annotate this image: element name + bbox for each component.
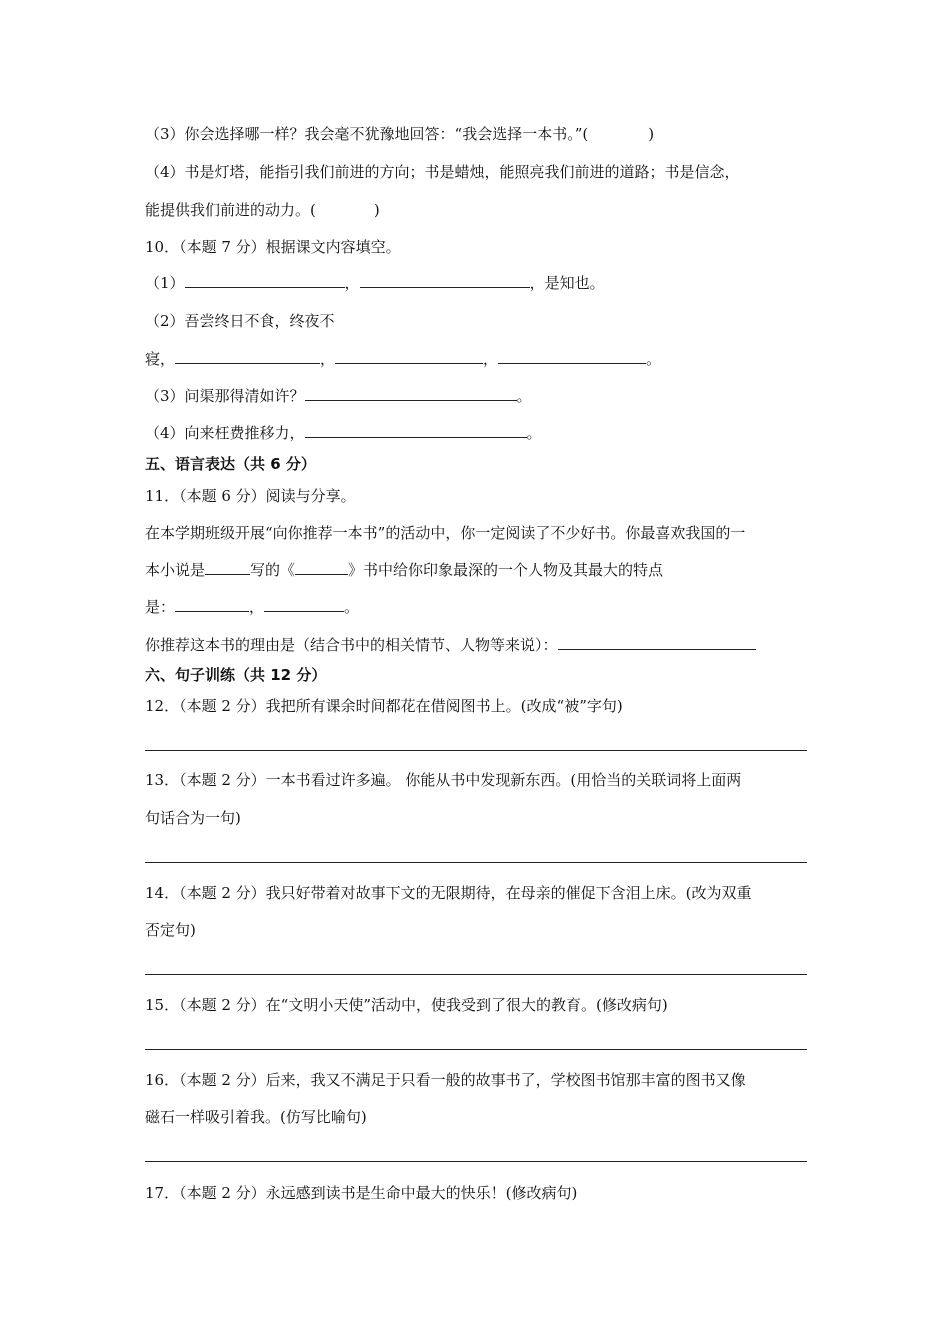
q10-part2-line1: （2）吾尝终日不食，终夜不 [145, 312, 335, 330]
q11-line4: 你推荐这本书的理由是（结合书中的相关情节、人物等来说）： [145, 635, 756, 655]
fill-blank[interactable] [305, 386, 517, 401]
q10-part1: （1） ， ，是知也。 [145, 274, 605, 292]
q9-item4-line1: （4）书是灯塔，能指引我们前进的方向；书是蜡烛，能照亮我们前进的道路；书是信念， [145, 163, 740, 181]
fill-blank[interactable] [175, 597, 249, 612]
q11-line1: 在本学期班级开展“向你推荐一本书”的活动中，你一定阅读了不少好书。你最喜欢我国的一 [145, 524, 746, 542]
fill-blank[interactable] [295, 560, 348, 575]
q13-line1: 13．（本题 2 分）一本书看过许多遍。 你能从书中发现新东西。(用恰当的关联词将上面两 [145, 771, 742, 789]
fill-blank[interactable] [305, 423, 527, 438]
fill-blank[interactable] [264, 597, 344, 612]
q10-part3: （3）问渠那得清如许？ 。 [145, 387, 532, 405]
section-6-title: 六、句子训练（共 12 分） [145, 666, 327, 684]
fill-blank[interactable] [335, 349, 483, 364]
q10-part4: （4）向来枉费推移力， 。 [145, 424, 542, 442]
section-5-title: 五、语言表达（共 6 分） [145, 455, 316, 473]
q15-text: 15．（本题 2 分）在“文明小天使”活动中，使我受到了很大的教育。(修改病句) [145, 996, 668, 1014]
fill-blank[interactable] [175, 349, 320, 364]
fill-blank[interactable] [558, 635, 756, 650]
fill-blank[interactable] [498, 349, 646, 364]
answer-line[interactable] [145, 750, 807, 751]
q11-line3: 是： ， 。 [145, 598, 360, 616]
q16-line2: 磁石一样吸引着我。(仿写比喻句) [145, 1108, 367, 1126]
q11-line2: 本小说是 写的《 》书中给你印象最深的一个人物及其最大的特点 [145, 561, 664, 579]
fill-blank[interactable] [360, 273, 530, 288]
q9-item3: （3）你会选择哪一样？我会毫不犹豫地回答：“我会选择一本书。”( ) [145, 125, 655, 143]
q14-line2: 否定句) [145, 921, 196, 939]
fill-blank[interactable] [185, 273, 345, 288]
answer-line[interactable] [145, 1049, 807, 1050]
q12-text: 12．（本题 2 分）我把所有课余时间都花在借阅图书上。(改成“被”字句) [145, 697, 623, 715]
q13-line2: 句话合为一句) [145, 809, 241, 827]
q9-item4-line2: 能提供我们前进的动力。( ) [145, 201, 380, 219]
q14-line1: 14．（本题 2 分）我只好带着对故事下文的无限期待，在母亲的催促下含泪上床。(改为双重 [145, 884, 752, 902]
q17-text: 17．（本题 2 分）永远感到读书是生命中最大的快乐！(修改病句) [145, 1184, 578, 1202]
fill-blank[interactable] [205, 560, 250, 575]
answer-line[interactable] [145, 974, 807, 975]
q11-header: 11．（本题 6 分）阅读与分享。 [145, 487, 356, 505]
answer-line[interactable] [145, 862, 807, 863]
q10-header: 10．（本题 7 分）根据课文内容填空。 [145, 238, 401, 256]
answer-line[interactable] [145, 1161, 807, 1162]
q16-line1: 16．（本题 2 分）后来，我又不满足于只看一般的故事书了，学校图书馆那丰富的图书又像 [145, 1071, 746, 1089]
q10-part2-line2: 寝， ， ， 。 [145, 350, 662, 368]
